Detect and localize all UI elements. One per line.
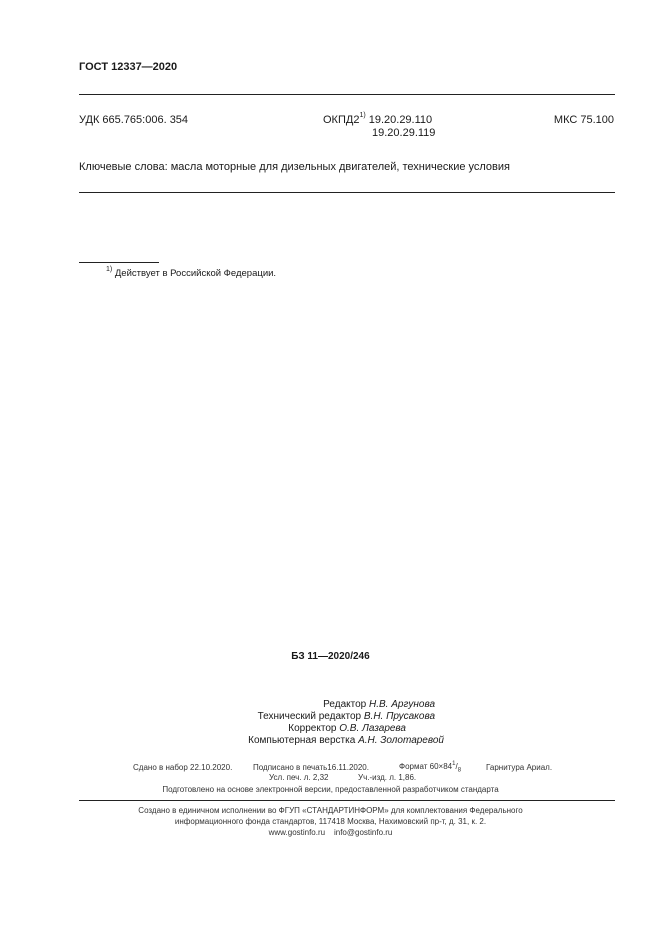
keywords-divider	[79, 192, 615, 193]
publisher-contacts	[0, 828, 661, 837]
keywords: Ключевые слова: масла моторные для дизельных двигателей, технические условия	[79, 161, 510, 173]
staff-layout: Компьютерная верстка А.Н. Золотаревой	[248, 735, 444, 746]
footnote	[106, 268, 276, 279]
udk-code: УДК 665.765:006. 354	[79, 114, 189, 126]
imprint-typeface: Гарнитура Ариал.	[486, 763, 553, 772]
okpd-code-1: 19.20.29.110	[368, 114, 433, 126]
bz-number: БЗ 11—2020/246	[291, 651, 370, 662]
imprint-pub-sheets: Уч.-изд. л. 1,86.	[358, 773, 417, 782]
staff-editor: Редактор Н.В. Аргунова	[323, 699, 435, 710]
staff-proofreader: Корректор О.В. Лазарева	[288, 723, 406, 734]
imprint-divider	[79, 800, 615, 801]
imprint-format: Формат $60\times 84^1/_8$	[399, 761, 462, 774]
publisher-line-1: Создано в единичном исполнении во ФГУП «СТАНДАРТИНФОРМ» для комплектования Федерального	[138, 806, 523, 815]
okpd-label: ОКПД2	[323, 114, 360, 126]
publisher-email: info@gostinfo.ru	[333, 828, 393, 837]
imprint-submitted: Сдано в набор 22.10.2020.	[133, 763, 233, 772]
standard-title: ГОСТ 12337—2020	[79, 61, 178, 73]
mks-code: МКС 75.100	[553, 114, 614, 126]
imprint-print-sheets: Усл. печ. л. 2,32	[269, 773, 329, 782]
imprint-prepared: Подготовлено на основе электронной версии, предоставленной разработчиком стандарта	[162, 785, 499, 794]
footnote-separator	[79, 262, 159, 263]
imprint-signed: Подписано в печать16.11.2020.	[253, 763, 369, 772]
okpd-block	[323, 114, 432, 126]
staff-tech-editor: Технический редактор В.Н. Прусакова	[257, 711, 435, 722]
publisher-line-2: информационного фонда стандартов, 117418 Москва, Нахимовский пр-т, д. 31, к. 2.	[174, 817, 487, 826]
footnote-text: Действует в Российской Федерации.	[114, 268, 277, 279]
publisher-website: www.gostinfo.ru	[268, 828, 326, 837]
top-divider	[79, 94, 615, 95]
okpd-footnote-mark: 1)	[359, 112, 366, 119]
okpd-code-2: 19.20.29.119	[372, 127, 436, 139]
footnote-mark: 1)	[106, 266, 113, 273]
